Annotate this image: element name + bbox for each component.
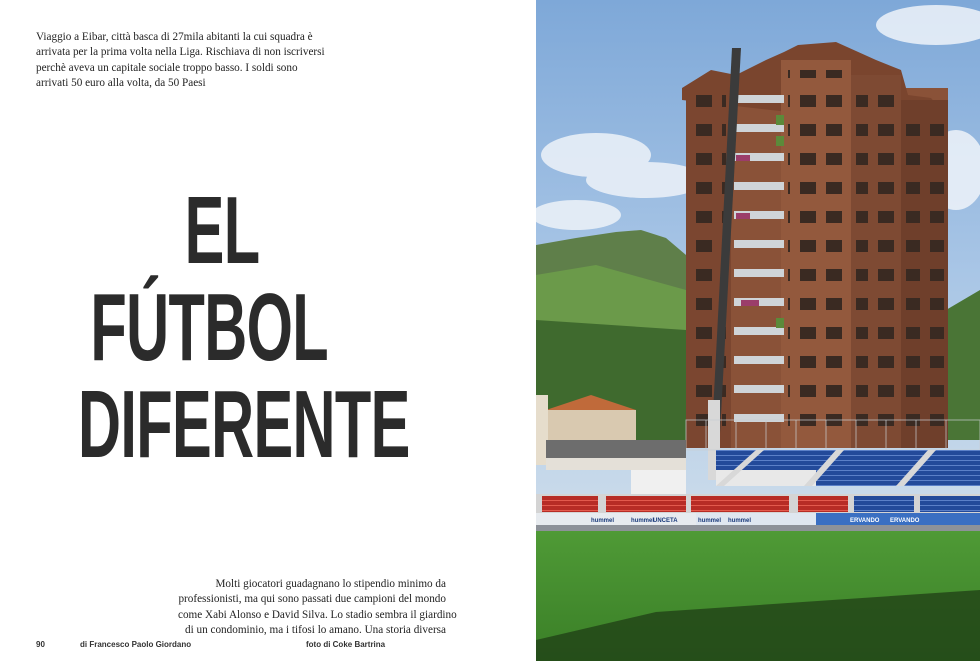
ad-boards	[536, 513, 980, 531]
seating	[536, 494, 980, 514]
village-building	[546, 410, 636, 440]
deck-paragraph	[178, 577, 457, 638]
stadium-photo	[536, 0, 980, 661]
title-line-2: FÚTBOL	[90, 274, 329, 381]
page-number: 90	[36, 640, 45, 649]
deck-line: di un condominio, ma i tifosi lo amano. Una storia diversa	[185, 623, 446, 636]
article-title	[78, 177, 410, 478]
deck-line: Molti giocatori guadagnano lo stipendio minimo da	[215, 578, 446, 590]
ad-board-text: ERVANDO	[850, 518, 880, 524]
ad-board-text: hummel	[631, 518, 655, 524]
intro-paragraph: Viaggio a Eibar, città basca di 27mila abitanti la cui squadra è arrivata per la prima volta nella Liga. Rischiava di non iscriversi perchè aveva un capitale sociale troppo basso. I soldi sono arrivati 50 euro alla volta, da 50 Paesi	[36, 31, 325, 89]
title-line-3: DIFERENTE	[78, 371, 410, 478]
author-credit: di Francesco Paolo Giordano	[80, 640, 192, 649]
title-line-1: EL	[184, 177, 260, 284]
photo-credit: foto di Coke Bartrina	[306, 640, 386, 649]
mountain-right	[946, 290, 980, 440]
ad-board-text: hummel	[728, 518, 752, 524]
ad-board-text: hummel	[698, 518, 722, 524]
deck-line: professionisti, ma qui sono passati due campioni del mondo	[178, 593, 446, 606]
ad-board-text: ERVANDO	[890, 518, 920, 524]
photo-page	[536, 0, 980, 661]
ad-board-text: UNCETA	[653, 518, 678, 524]
deck-line: come Xabi Alonso e David Silva. Lo stadio sembra il giardino	[178, 608, 457, 621]
ad-board-text: hummel	[591, 518, 615, 524]
